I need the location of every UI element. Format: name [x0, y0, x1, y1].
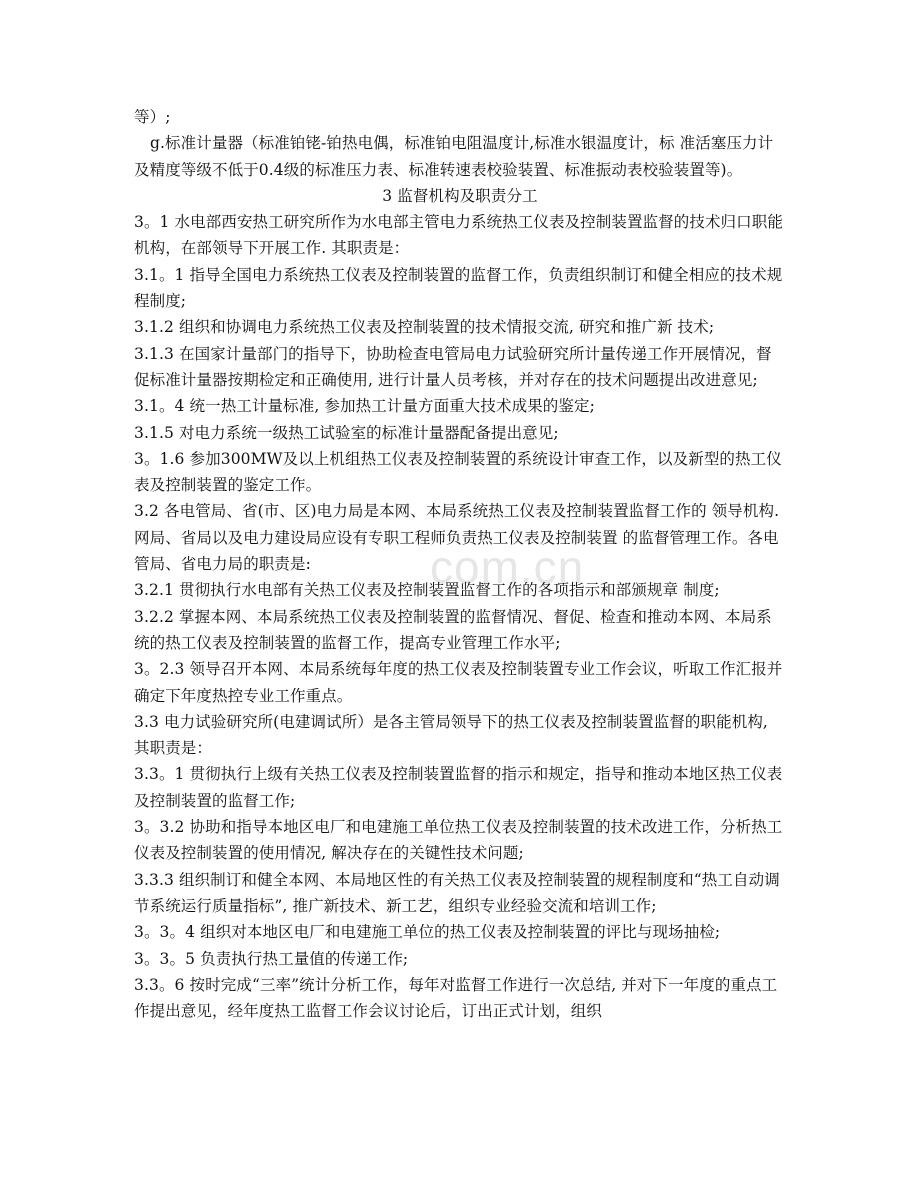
- watermark-text: com.cn: [430, 541, 585, 593]
- paragraph: g.标准计量器（标准铂铑-铂热电偶，标准铂电阻温度计,标准水银温度计，标 准活塞压力计及精度等级不低于0.4级的标准压力表、标准转速表校验装置、标准振动表校验装置等)。: [134, 134, 774, 179]
- paragraph: 3.3 电力试验研究所(电建调试所）是各主管局领导下的热工仪表及控制装置监督的职能机构, 其职责是：: [134, 712, 768, 758]
- paragraph: 3。3.2 协助和指导本地区电厂和电建施工单位热工仪表及控制装置的技术改进工作，分析热工仪表及控制装置的使用情况, 解决存在的关键性技术问题;: [134, 818, 783, 863]
- paragraph: 3。1 水电部西安热工研究所作为水电部主管电力系统热工仪表及控制装置监督的技术归口职能机构，在部领导下开展工作. 其职责是：: [134, 213, 783, 258]
- paragraph: 3.2.2 掌握本网、本局系统热工仪表及控制装置的监督情况、督促、检查和推动本网、本局系统的热工仪表及控制装置的监督工作，提高专业管理工作水平;: [134, 607, 772, 652]
- paragraph: 3.3。6 按时完成“三率”统计分析工作，每年对监督工作进行一次总结, 并对下一年度的重点工作提出意见，经年度热工监督工作会议讨论后，订出正式计划，组织: [134, 975, 778, 1021]
- paragraph: 3.1.3 在国家计量部门的指导下，协助检查电管局电力试验研究所计量传递工作开展情况，督促标准计量器按期检定和正确使用, 进行计量人员考核，并对存在的技术问题提出改进意见;: [134, 344, 772, 389]
- paragraph: 3.1.2 组织和协调电力系统热工仪表及控制装置的技术情报交流, 研究和推广新 技术;: [134, 318, 715, 337]
- paragraph: 等）;: [134, 108, 171, 126]
- paragraph: 3.1。1 指导全国电力系统热工仪表及控制装置的监督工作，负责组织制订和健全相应的技术规程制度;: [134, 265, 783, 311]
- paragraph: 3。1.6 参加300MW及以上机组热工仪表及控制装置的系统设计审查工作，以及新型的热工仪表及控制装置的鉴定工作。: [134, 449, 782, 495]
- section-heading: 3 监督机构及职责分工: [382, 186, 538, 205]
- paragraph: 3。3。5 负责执行热工量值的传递工作;: [134, 949, 409, 968]
- paragraph: 3.2.1 贯彻执行水电部有关热工仪表及控制装置监督工作的各项指示和部颁规章 制度;: [134, 581, 720, 600]
- document-body: [134, 104, 786, 1024]
- paragraph: 3.3。1 贯彻执行上级有关热工仪表及控制装置监督的指示和规定，指导和推动本地区热工仪表及控制装置的监督工作;: [134, 765, 783, 810]
- paragraph: 3.3.3 组织制订和健全本网、本局地区性的有关热工仪表及控制装置的规程制度和“热工自动调节系统运行质量指标”, 推广新技术、新工艺，组织专业经验交流和培训工作;: [134, 870, 780, 915]
- paragraph: 3.1。4 统一热工计量标准, 参加热工计量方面重大技术成果的鉴定;: [134, 397, 595, 416]
- paragraph: 3.2 各电管局、省(市、区)电力局是本网、本局系统热工仪表及控制装置监督工作的 领导机构. 网局、省局以及电力建设局应设有专职工程师负责热工仪表及控制装置 的监督管理工作。各电管局、省电力局的职责是:: [134, 502, 780, 574]
- paragraph: 3。3。4 组织对本地区电厂和电建施工单位的热工仪表及控制装置的评比与现场抽检;: [134, 923, 721, 942]
- paragraph: 3。2.3 领导召开本网、本局系统每年度的热工仪表及控制装置专业工作会议，听取工作汇报并确定下年度热控专业工作重点。: [134, 660, 783, 705]
- paragraph: 3.1.5 对电力系统一级热工试验室的标准计量器配备提出意见;: [134, 423, 559, 442]
